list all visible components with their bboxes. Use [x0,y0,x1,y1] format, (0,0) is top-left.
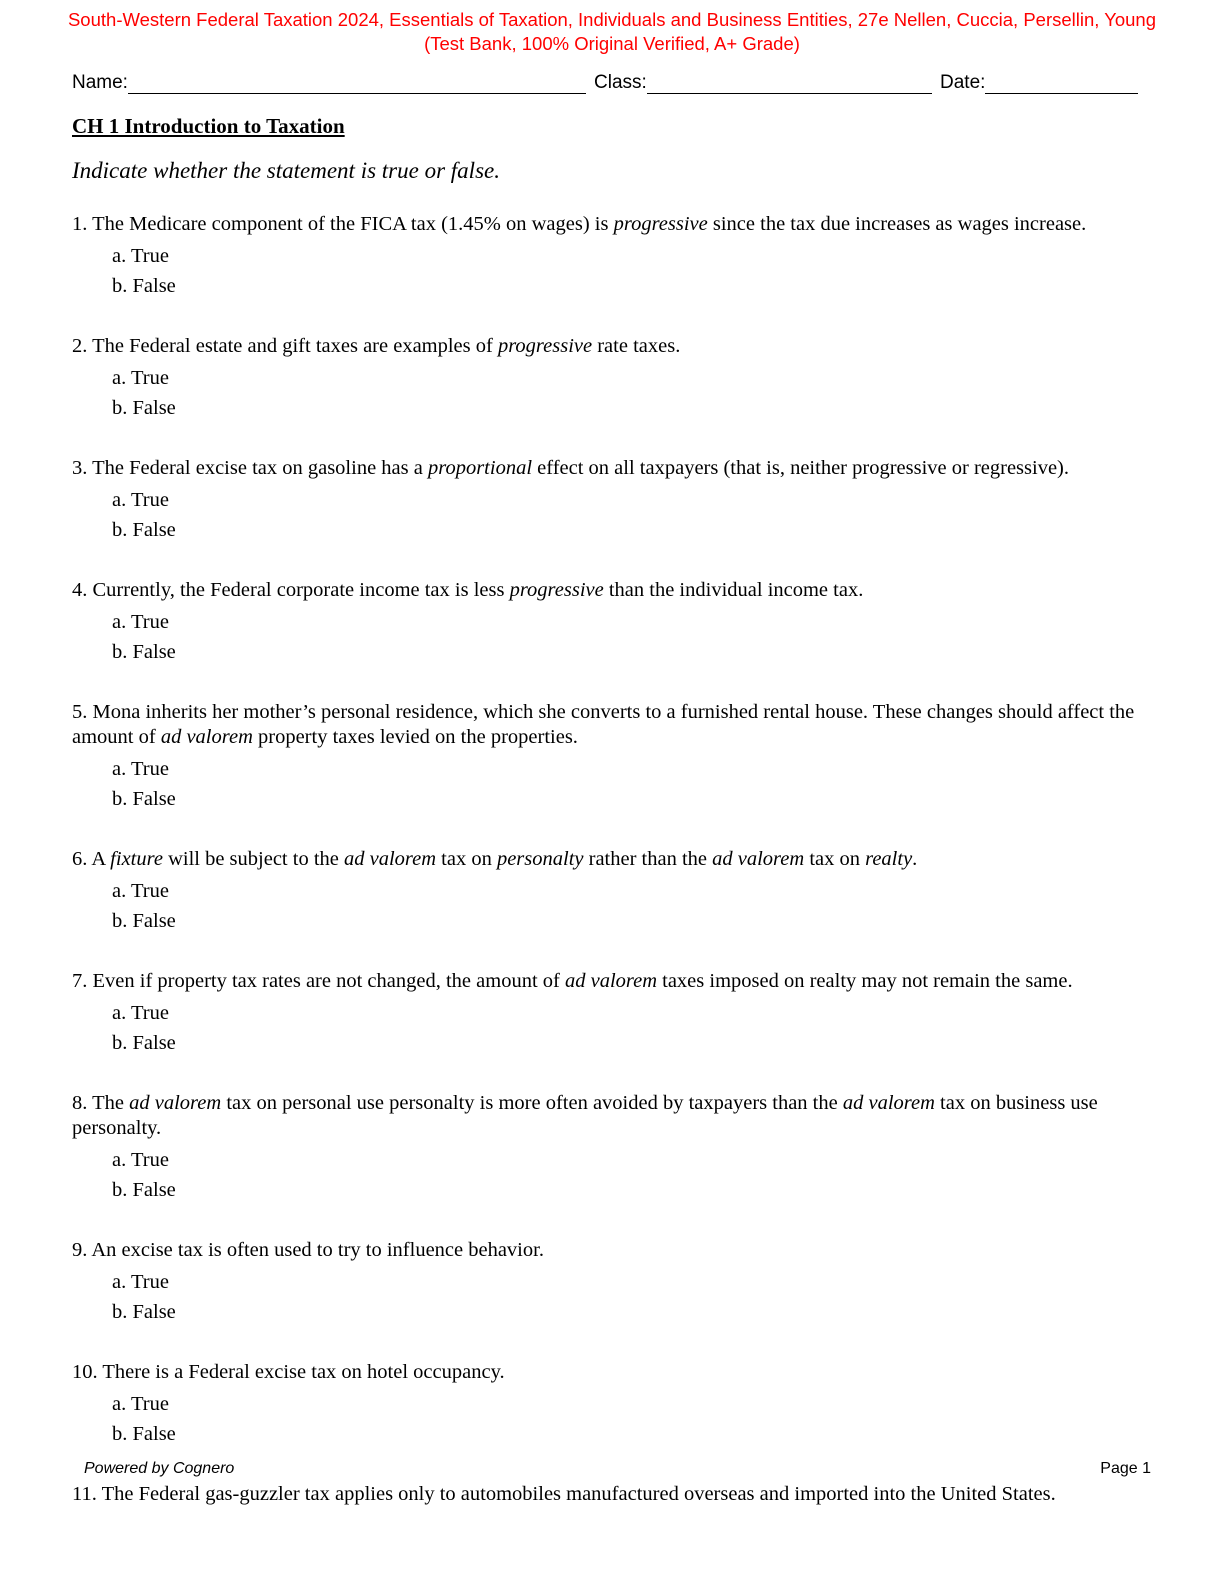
name-label: Name: [72,72,128,93]
question-text [72,334,1152,359]
question-text-segment: 5. Mona inherits her mother’s personal residence, which she converts to a furnished rental house. These changes should affect the amount of [72,701,1135,748]
question-item [72,212,1152,301]
page-number: Page 1 [1100,1460,1151,1477]
class-field[interactable] [594,72,932,94]
question-item [72,1238,1152,1327]
question-text [72,1238,1152,1263]
date-field[interactable] [940,72,1138,94]
option-true[interactable]: a. True [112,880,169,902]
option-false[interactable]: b. False [112,1301,176,1323]
option-false[interactable]: b. False [112,275,176,297]
question-text [72,847,1152,872]
question-list [72,212,1152,1540]
question-text-segment: taxes imposed on realty may not remain the same. [657,970,1073,992]
option-false[interactable]: b. False [112,519,176,541]
banner-title-line: South-Western Federal Taxation 2024, Essentials of Taxation, Individuals and Business Entities, 27e Nellen, Cuccia, Persellin, Young [67,9,1157,30]
class-label: Class: [594,72,647,93]
question-text-segment: effect on all taxpayers (that is, neither progressive or regressive). [532,457,1070,479]
question-text-segment: will be subject to the [162,848,344,870]
option-true[interactable]: a. True [112,1149,169,1171]
option-false[interactable]: b. False [112,1423,176,1445]
question-text-segment: tax on [436,848,497,870]
question-text [72,969,1152,994]
class-blank-line[interactable] [647,73,932,94]
name-field[interactable] [72,72,586,94]
question-item [72,847,1152,936]
italic-term: progressive [613,213,708,235]
italic-term: ad valorem [160,726,253,748]
italic-term: fixture [110,848,163,870]
question-text [72,456,1152,481]
question-text-segment: 7. Even if property tax rates are not changed, the amount of [72,970,565,992]
question-item [72,1091,1152,1205]
question-item [72,578,1152,667]
italic-term: ad valorem [564,970,658,992]
question-text-segment: 6. A [72,848,111,870]
question-text-segment: rather than the [583,848,713,870]
question-text-segment: property taxes levied on the properties. [252,726,578,748]
italic-term: progressive [497,335,593,357]
question-item [72,456,1152,545]
powered-by-footer: Powered by Cognero [84,1460,235,1477]
option-true[interactable]: a. True [112,1002,169,1024]
question-text-segment: than the individual income tax. [603,579,864,601]
document-banner [0,8,1224,56]
question-text-segment: rate taxes. [592,335,681,357]
question-text-segment: 10. There is a Federal excise tax on hotel occupancy. [72,1361,505,1383]
question-text [72,578,1152,603]
option-true[interactable]: a. True [112,489,169,511]
option-false[interactable]: b. False [112,788,176,810]
italic-term: ad valorem [712,848,805,870]
option-false[interactable]: b. False [112,641,176,663]
question-text-segment: 1. The Medicare component of the FICA tax (1.45% on wages) is [72,213,614,235]
instructions: Indicate whether the statement is true or false. [72,158,500,183]
question-text [72,1482,1152,1507]
date-blank-line[interactable] [985,73,1138,94]
question-text [72,1360,1152,1385]
question-text-segment: 3. The Federal excise tax on gasoline has a [72,457,428,479]
option-true[interactable]: a. True [112,758,169,780]
question-item [72,334,1152,423]
option-true[interactable]: a. True [112,367,169,389]
option-true[interactable]: a. True [112,1393,169,1415]
italic-term: ad valorem [129,1092,222,1114]
question-text-segment: tax on [804,848,866,870]
option-true[interactable]: a. True [112,1271,169,1293]
question-text-segment: 4. Currently, the Federal corporate income tax is less [72,579,510,601]
student-info-fields [72,72,1142,98]
option-false[interactable]: b. False [112,1032,176,1054]
question-text [72,1091,1152,1141]
question-text-segment: 11. The Federal gas-guzzler tax applies only to automobiles manufactured overseas and imported into the United States. [72,1483,1056,1505]
option-false[interactable]: b. False [112,397,176,419]
question-text-segment: tax on personal use personalty is more often avoided by taxpayers than the [221,1092,843,1114]
question-item [72,1482,1152,1507]
question-text [72,700,1152,750]
question-item [72,1360,1152,1449]
question-text-segment: tax on business use personalty. [72,1092,1098,1139]
question-text-segment: 2. The Federal estate and gift taxes are examples of [72,335,498,357]
italic-term: ad valorem [842,1092,935,1114]
italic-term: personalty [496,848,584,870]
italic-term: progressive [509,579,604,601]
option-true[interactable]: a. True [112,245,169,267]
banner-subtitle-line: (Test Bank, 100% Original Verified, A+ Grade) [424,33,800,54]
option-false[interactable]: b. False [112,1179,176,1201]
italic-term: proportional [427,457,533,479]
chapter-title: CH 1 Introduction to Taxation [72,114,345,138]
name-blank-line[interactable] [128,73,586,94]
italic-term: realty [865,848,913,870]
question-item [72,969,1152,1058]
question-item [72,700,1152,814]
date-label: Date: [940,72,986,93]
question-text [72,212,1152,237]
question-text-segment: since the tax due increases as wages increase. [707,213,1087,235]
question-text-segment: 9. An excise tax is often used to try to influence behavior. [72,1239,544,1261]
option-false[interactable]: b. False [112,910,176,932]
italic-term: ad valorem [343,848,437,870]
question-text-segment: . [912,848,918,870]
question-text-segment: 8. The [72,1092,130,1114]
option-true[interactable]: a. True [112,611,169,633]
